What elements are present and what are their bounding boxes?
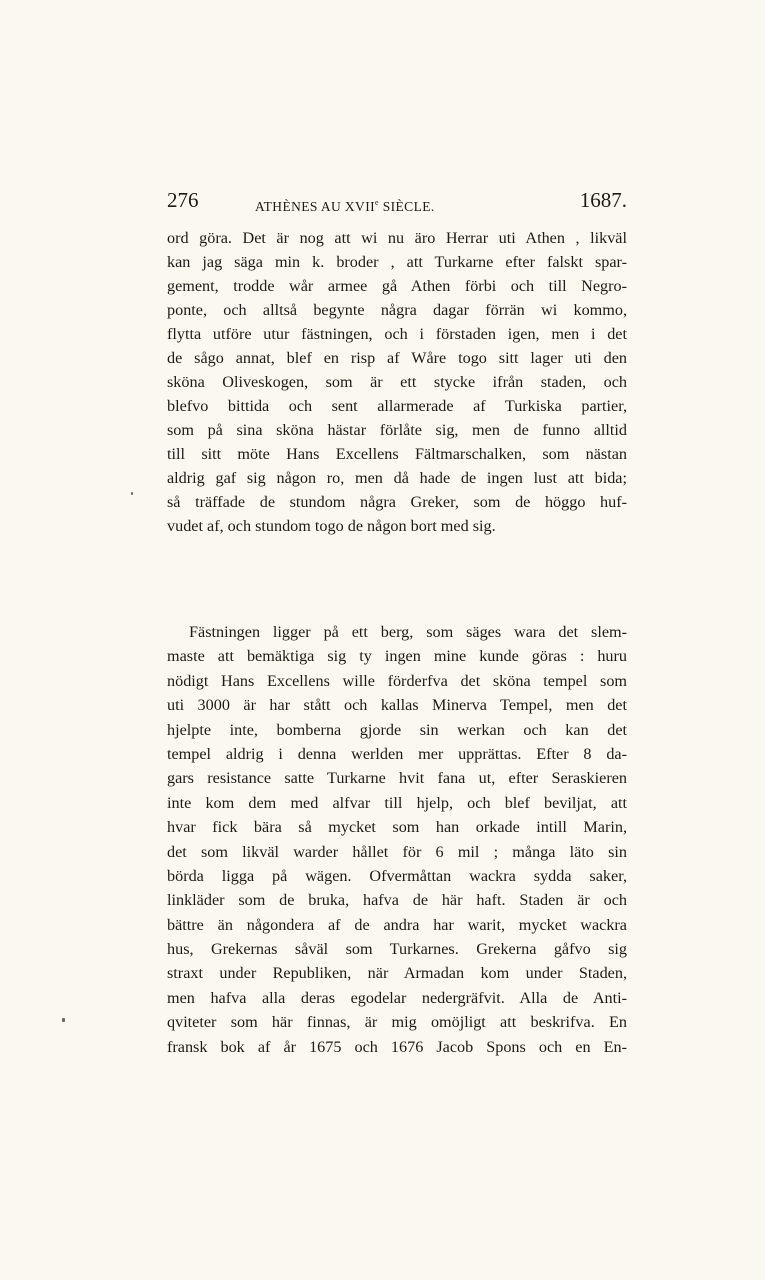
text-line: tempel aldrig i denna werlden mer upprättas. Efter 8 da- bbox=[167, 744, 627, 763]
text-line: flytta utföre utur fästningen, och i förstaden igen, men i det bbox=[167, 325, 627, 343]
text-line: linkläder som de bruka, hafva de här haft. Staden är och bbox=[167, 891, 627, 910]
text-line: men hafva alla deras egodelar nedergräfvit. Alla de Anti- bbox=[167, 988, 627, 1007]
paragraph-1 bbox=[167, 226, 627, 538]
text-line: de sågo annat, blef en risp af Wåre togo sitt lager uti den bbox=[167, 349, 627, 367]
text-line: ponte, och alltså begynte några dagar förrän wi kommo, bbox=[167, 301, 627, 319]
text-line: blefvo bittida och sent allarmerade af Turkiska partier, bbox=[167, 397, 627, 415]
page-number: 276 bbox=[167, 188, 199, 212]
running-title-superscript: e bbox=[375, 198, 379, 207]
running-title-main: ATHÈNES AU XVII bbox=[255, 199, 375, 214]
text-line: straxt under Republiken, när Armadan kom under Staden, bbox=[167, 964, 627, 983]
paragraph-2 bbox=[167, 620, 627, 1059]
margin-speck bbox=[62, 1018, 65, 1022]
text-line: Fästningen ligger på ett berg, som säges wara det slem- bbox=[189, 623, 627, 641]
margin-speck bbox=[131, 492, 133, 495]
text-line: maste att bemäktiga sig ty ingen mine kunde göras : huru bbox=[167, 647, 627, 666]
text-line: vudet af, och stundom togo de någon bort med sig. bbox=[167, 517, 496, 535]
text-line: till sitt möte Hans Excellens Fältmarschalken, som nästan bbox=[167, 445, 627, 463]
text-line: gement, trodde wår armee gå Athen förbi och till Negro- bbox=[167, 277, 627, 295]
text-line: hvar fick bära så mycket som han orkade intill Marin, bbox=[167, 818, 627, 837]
running-head bbox=[167, 186, 627, 214]
text-line: hus, Grekernas såväl som Turkarnes. Grekerna gåfvo sig bbox=[167, 940, 627, 959]
text-line: ord göra. Det är nog att wi nu äro Herrar uti Athen , likväl bbox=[167, 229, 627, 247]
text-line: qviteter som här finnas, är mig omöjligt att beskrifva. En bbox=[167, 1013, 627, 1032]
text-line: sköna Oliveskogen, som är ett stycke ifrån staden, och bbox=[167, 373, 627, 391]
text-line: börda ligga på wägen. Ofvermåttan wackra sydda saker, bbox=[167, 866, 627, 885]
text-line: så träffade de stundom några Greker, som de höggo huf- bbox=[167, 493, 627, 511]
text-line: inte kom dem med alfvar till hjelp, och blef beviljat, att bbox=[167, 793, 627, 812]
text-line: uti 3000 är har stått och kallas Minerva Tempel, men det bbox=[167, 696, 627, 715]
text-line: bättre än någondera af de andra har warit, mycket wackra bbox=[167, 915, 627, 934]
running-head-year: 1687. bbox=[579, 188, 627, 212]
text-line: aldrig gaf sig någon ro, men då hade de ingen lust att bida; bbox=[167, 469, 627, 487]
running-title bbox=[255, 189, 435, 221]
text-line: hjelpte inte, bomberna gjorde sin werkan och kan det bbox=[167, 720, 627, 739]
text-line: gars resistance satte Turkarne hvit fana ut, efter Seraskieren bbox=[167, 769, 627, 788]
text-line: nödigt Hans Excellens wille förderfva det sköna tempel som bbox=[167, 671, 627, 690]
running-title-tail: SIÈCLE. bbox=[378, 199, 435, 214]
text-line: kan jag säga min k. broder , att Turkarne efter falskt spar- bbox=[167, 253, 627, 271]
text-line: som på sina sköna hästar förlåte sig, men de funno alltid bbox=[167, 421, 627, 439]
text-line: fransk bok af år 1675 och 1676 Jacob Spons och en En- bbox=[167, 1037, 627, 1056]
text-line: det som likväl warder hållet för 6 mil ; många läto sin bbox=[167, 842, 627, 861]
